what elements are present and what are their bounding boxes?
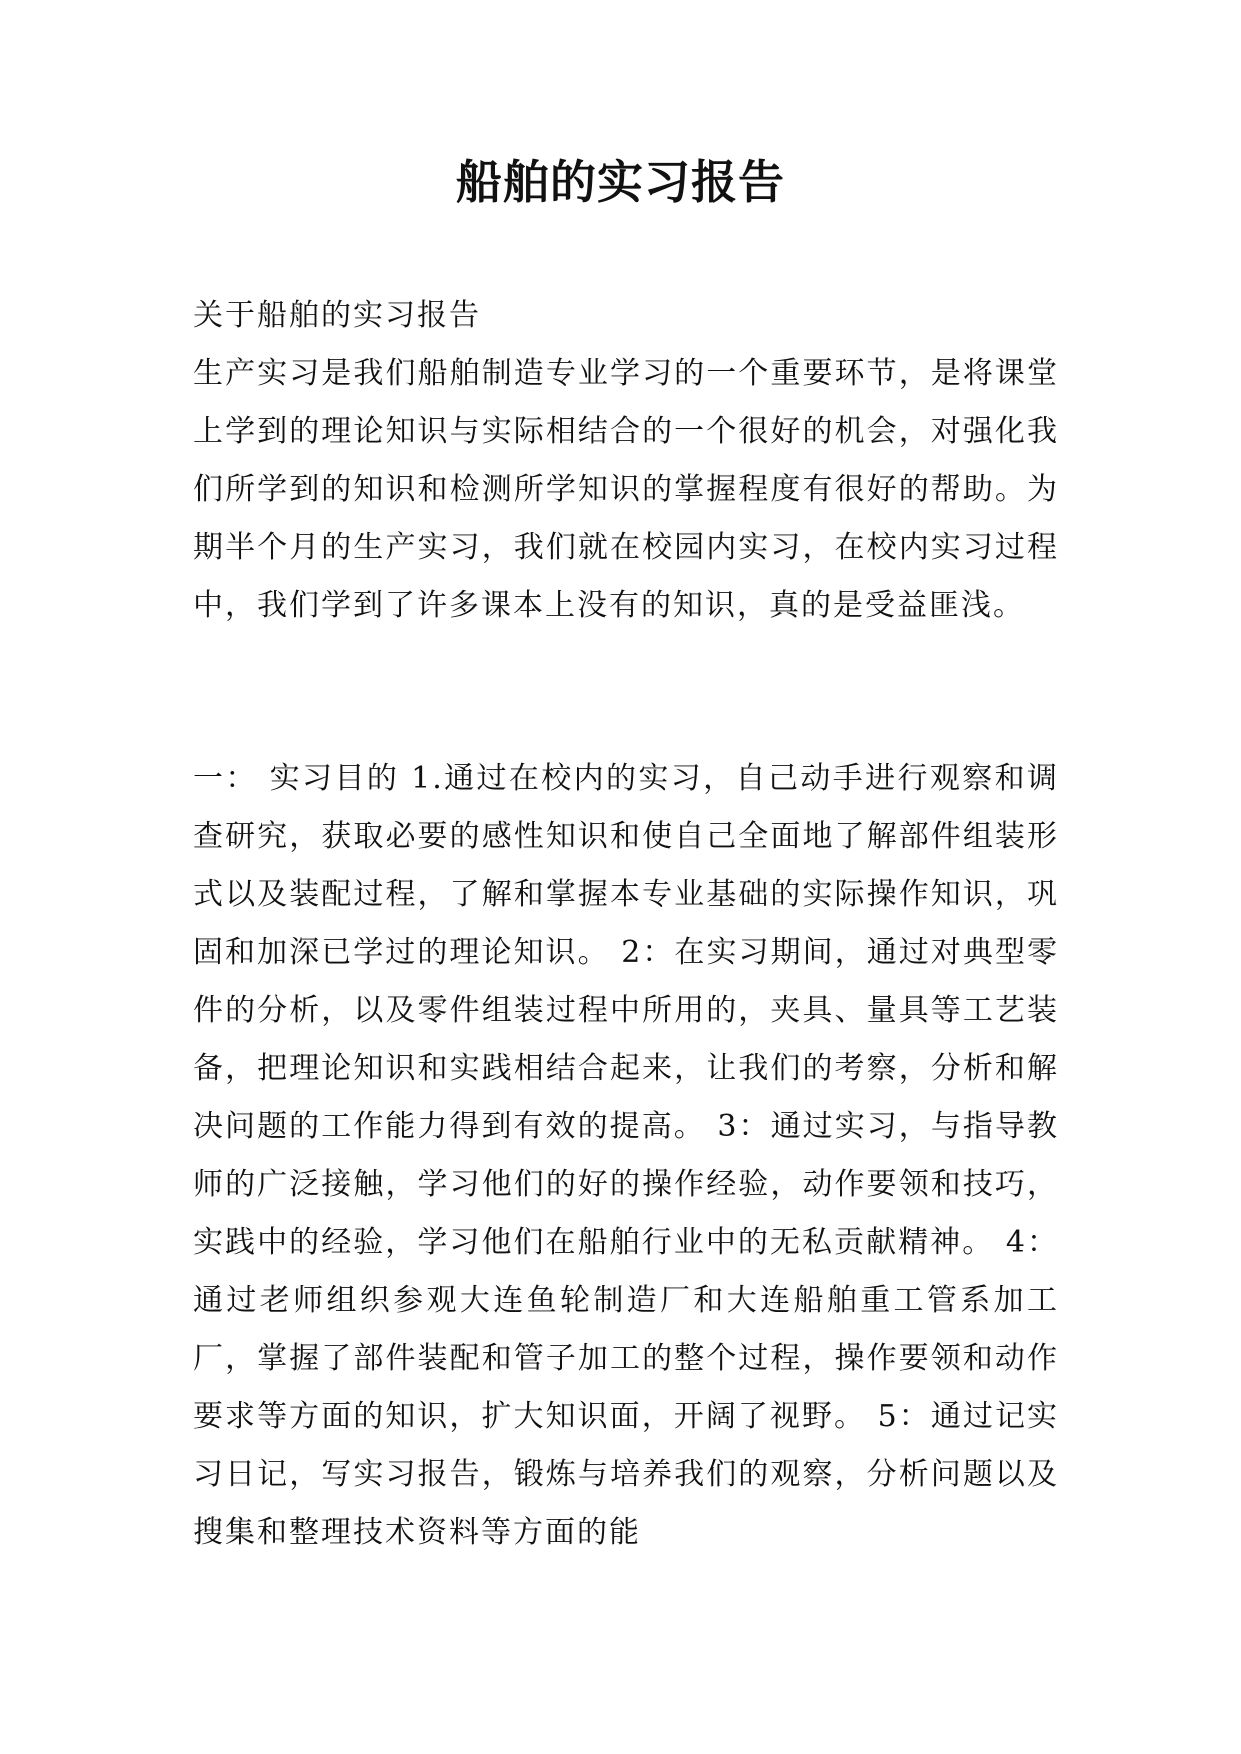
paragraph-internship-goals: 一： 实习目的 1.通过在校内的实习，自己动手进行观察和调查研究，获取必要的感性知识和使自己全面地了解部件组装形式以及装配过程，了解和掌握本专业基础的实际操作知识，巩固和加深已学过的理论知识。 2：在实习期间，通过对典型零件的分析，以及零件组装过程中所用的，夹具、量具等工艺装备，把理论知识和实践相结合起来，让我们的考察，分析和解决问题的工作能力得到有效的提高。 3：通过实习，与指导教师的广泛接触，学习他们的好的操作经验，动作要领和技巧，实践中的经验，学习他们在船舶行业中的无私贡献精神。 4：通过老师组织参观大连鱼轮制造厂和大连船舶重工管系加工厂，掌握了部件装配和管子加工的整个过程，操作要领和动作要求等方面的知识，扩大知识面，开阔了视野。 5：通过记实习日记，写实习报告，锻炼与培养我们的观察，分析问题以及搜集和整理技术资料等方面的能 bbox=[193, 761, 1059, 1550]
document-subtitle: 关于船舶的实习报告 bbox=[193, 298, 481, 333]
document-title: 船舶的实习报告 bbox=[456, 155, 785, 209]
paragraph-intro: 生产实习是我们船舶制造专业学习的一个重要环节，是将课堂上学到的理论知识与实际相结合的一个很好的机会，对强化我们所学到的知识和检测所学知识的掌握程度有很好的帮助。为期半个月的生产实习，我们就在校园内实习，在校内实习过程中，我们学到了许多课本上没有的知识，真的是受益匪浅。 bbox=[193, 356, 1059, 623]
